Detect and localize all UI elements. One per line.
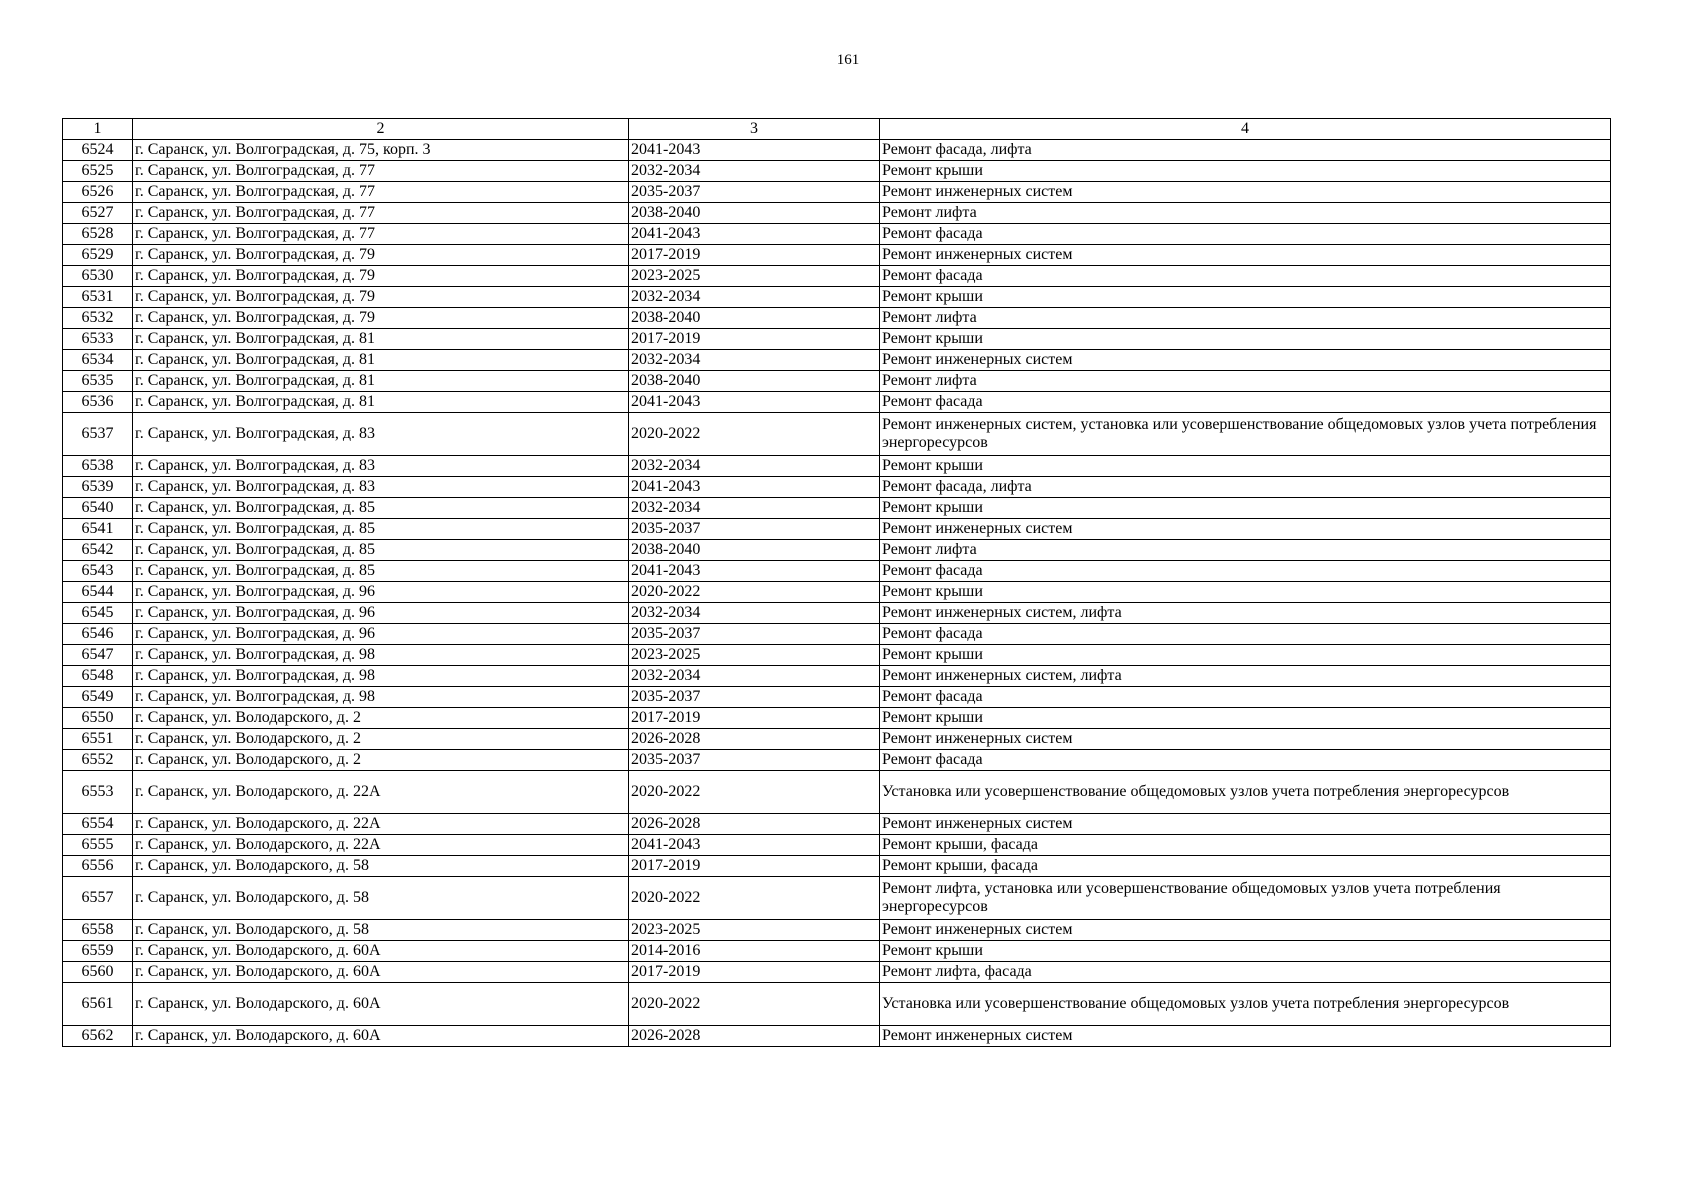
row-number-cell: 6556 [63,856,133,877]
table-row [63,729,1611,750]
repair-schedule-table [62,118,1611,1047]
row-number-cell: 6557 [63,877,133,920]
work-type-cell: Ремонт крыши [880,287,1611,308]
address-cell: г. Саранск, ул. Волгоградская, д. 98 [133,666,629,687]
row-number-cell: 6527 [63,203,133,224]
table-row [63,519,1611,540]
table-row [63,708,1611,729]
table-row [63,1026,1611,1047]
page-number: 161 [836,52,860,68]
table-row [63,203,1611,224]
address-cell: г. Саранск, ул. Володарского, д. 60А [133,983,629,1026]
table-row [63,687,1611,708]
work-type-cell: Установка или усовершенствование общедомовых узлов учета потребления энергоресурсов [880,983,1611,1026]
work-type-cell: Ремонт крыши [880,498,1611,519]
period-cell: 2035-2037 [629,519,880,540]
table-row [63,540,1611,561]
address-cell: г. Саранск, ул. Волгоградская, д. 96 [133,624,629,645]
table-row [63,287,1611,308]
table-row [63,477,1611,498]
address-cell: г. Саранск, ул. Волгоградская, д. 77 [133,182,629,203]
address-cell: г. Саранск, ул. Волгоградская, д. 77 [133,203,629,224]
work-type-cell: Ремонт инженерных систем [880,814,1611,835]
table-row [63,561,1611,582]
table-row [63,835,1611,856]
work-type-cell: Ремонт инженерных систем [880,920,1611,941]
address-cell: г. Саранск, ул. Волгоградская, д. 77 [133,161,629,182]
work-type-cell: Ремонт фасада [880,750,1611,771]
work-type-cell: Ремонт инженерных систем [880,519,1611,540]
address-cell: г. Саранск, ул. Волгоградская, д. 85 [133,540,629,561]
period-cell: 2035-2037 [629,624,880,645]
table-row [63,814,1611,835]
header-cell-4: 4 [880,119,1611,140]
row-number-cell: 6559 [63,941,133,962]
table-row [63,350,1611,371]
work-type-cell: Ремонт лифта [880,371,1611,392]
table-row [63,624,1611,645]
header-cell-2: 2 [133,119,629,140]
row-number-cell: 6562 [63,1026,133,1047]
address-cell: г. Саранск, ул. Волгоградская, д. 83 [133,477,629,498]
table-row [63,329,1611,350]
row-number-cell: 6553 [63,771,133,814]
table-row [63,308,1611,329]
period-cell: 2041-2043 [629,224,880,245]
row-number-cell: 6530 [63,266,133,287]
table-row [63,645,1611,666]
table-row [63,245,1611,266]
period-cell: 2017-2019 [629,329,880,350]
address-cell: г. Саранск, ул. Володарского, д. 22А [133,771,629,814]
row-number-cell: 6541 [63,519,133,540]
address-cell: г. Саранск, ул. Волгоградская, д. 81 [133,329,629,350]
address-cell: г. Саранск, ул. Волгоградская, д. 98 [133,645,629,666]
address-cell: г. Саранск, ул. Волгоградская, д. 79 [133,287,629,308]
address-cell: г. Саранск, ул. Волгоградская, д. 79 [133,245,629,266]
period-cell: 2014-2016 [629,941,880,962]
period-cell: 2023-2025 [629,645,880,666]
row-number-cell: 6524 [63,140,133,161]
period-cell: 2041-2043 [629,392,880,413]
table-row [63,182,1611,203]
row-number-cell: 6546 [63,624,133,645]
work-type-cell: Ремонт крыши [880,456,1611,477]
period-cell: 2020-2022 [629,771,880,814]
row-number-cell: 6544 [63,582,133,603]
work-type-cell: Ремонт лифта [880,540,1611,561]
period-cell: 2038-2040 [629,540,880,561]
table-row [63,582,1611,603]
period-cell: 2041-2043 [629,561,880,582]
work-type-cell: Ремонт инженерных систем, установка или усовершенствование общедомовых узлов учета потребления энергоресурсов [880,413,1611,456]
row-number-cell: 6534 [63,350,133,371]
period-cell: 2038-2040 [629,371,880,392]
period-cell: 2038-2040 [629,308,880,329]
table-row [63,962,1611,983]
work-type-cell: Ремонт инженерных систем [880,350,1611,371]
address-cell: г. Саранск, ул. Волгоградская, д. 79 [133,266,629,287]
address-cell: г. Саранск, ул. Волгоградская, д. 81 [133,392,629,413]
period-cell: 2032-2034 [629,666,880,687]
work-type-cell: Ремонт инженерных систем, лифта [880,666,1611,687]
table-row [63,750,1611,771]
period-cell: 2032-2034 [629,498,880,519]
work-type-cell: Ремонт лифта, фасада [880,962,1611,983]
row-number-cell: 6532 [63,308,133,329]
address-cell: г. Саранск, ул. Володарского, д. 2 [133,750,629,771]
work-type-cell: Ремонт фасада [880,224,1611,245]
table-row [63,877,1611,920]
row-number-cell: 6537 [63,413,133,456]
work-type-cell: Ремонт лифта, установка или усовершенствование общедомовых узлов учета потребления энергоресурсов [880,877,1611,920]
period-cell: 2032-2034 [629,603,880,624]
address-cell: г. Саранск, ул. Володарского, д. 60А [133,941,629,962]
row-number-cell: 6558 [63,920,133,941]
period-cell: 2032-2034 [629,350,880,371]
work-type-cell: Ремонт фасада [880,266,1611,287]
period-cell: 2020-2022 [629,582,880,603]
period-cell: 2041-2043 [629,477,880,498]
row-number-cell: 6550 [63,708,133,729]
work-type-cell: Ремонт лифта [880,308,1611,329]
work-type-cell: Ремонт инженерных систем, лифта [880,603,1611,624]
header-cell-3: 3 [629,119,880,140]
work-type-cell: Ремонт крыши [880,645,1611,666]
address-cell: г. Саранск, ул. Волгоградская, д. 83 [133,456,629,477]
row-number-cell: 6542 [63,540,133,561]
row-number-cell: 6543 [63,561,133,582]
row-number-cell: 6552 [63,750,133,771]
row-number-cell: 6548 [63,666,133,687]
row-number-cell: 6545 [63,603,133,624]
period-cell: 2026-2028 [629,1026,880,1047]
work-type-cell: Ремонт фасада [880,392,1611,413]
table-row [63,266,1611,287]
work-type-cell: Ремонт крыши [880,582,1611,603]
table-row [63,498,1611,519]
table-row [63,392,1611,413]
row-number-cell: 6549 [63,687,133,708]
period-cell: 2032-2034 [629,456,880,477]
table-row [63,224,1611,245]
work-type-cell: Ремонт инженерных систем [880,182,1611,203]
work-type-cell: Ремонт крыши, фасада [880,835,1611,856]
address-cell: г. Саранск, ул. Володарского, д. 60А [133,1026,629,1047]
address-cell: г. Саранск, ул. Волгоградская, д. 75, корп. 3 [133,140,629,161]
period-cell: 2026-2028 [629,729,880,750]
table-row [63,983,1611,1026]
period-cell: 2023-2025 [629,266,880,287]
work-type-cell: Ремонт инженерных систем [880,1026,1611,1047]
table-row [63,941,1611,962]
period-cell: 2035-2037 [629,687,880,708]
period-cell: 2041-2043 [629,835,880,856]
work-type-cell: Ремонт фасада [880,687,1611,708]
address-cell: г. Саранск, ул. Володарского, д. 58 [133,877,629,920]
address-cell: г. Саранск, ул. Волгоградская, д. 98 [133,687,629,708]
work-type-cell: Ремонт крыши [880,941,1611,962]
table-row [63,371,1611,392]
work-type-cell: Ремонт инженерных систем [880,245,1611,266]
table-row [63,603,1611,624]
period-cell: 2023-2025 [629,920,880,941]
row-number-cell: 6538 [63,456,133,477]
row-number-cell: 6555 [63,835,133,856]
address-cell: г. Саранск, ул. Володарского, д. 2 [133,708,629,729]
work-type-cell: Ремонт крыши [880,161,1611,182]
work-type-cell: Ремонт крыши [880,708,1611,729]
table-row [63,856,1611,877]
row-number-cell: 6531 [63,287,133,308]
header-cell-1: 1 [63,119,133,140]
row-number-cell: 6525 [63,161,133,182]
work-type-cell: Ремонт крыши, фасада [880,856,1611,877]
address-cell: г. Саранск, ул. Волгоградская, д. 85 [133,561,629,582]
address-cell: г. Саранск, ул. Волгоградская, д. 96 [133,603,629,624]
work-type-cell: Ремонт лифта [880,203,1611,224]
table-row [63,413,1611,456]
row-number-cell: 6560 [63,962,133,983]
row-number-cell: 6540 [63,498,133,519]
address-cell: г. Саранск, ул. Волгоградская, д. 85 [133,498,629,519]
address-cell: г. Саранск, ул. Володарского, д. 2 [133,729,629,750]
period-cell: 2020-2022 [629,983,880,1026]
row-number-cell: 6547 [63,645,133,666]
period-cell: 2035-2037 [629,182,880,203]
table-row [63,456,1611,477]
row-number-cell: 6536 [63,392,133,413]
period-cell: 2038-2040 [629,203,880,224]
work-type-cell: Ремонт фасада [880,561,1611,582]
period-cell: 2017-2019 [629,962,880,983]
row-number-cell: 6554 [63,814,133,835]
period-cell: 2017-2019 [629,856,880,877]
period-cell: 2026-2028 [629,814,880,835]
address-cell: г. Саранск, ул. Волгоградская, д. 96 [133,582,629,603]
row-number-cell: 6561 [63,983,133,1026]
period-cell: 2017-2019 [629,245,880,266]
table-row [63,920,1611,941]
address-cell: г. Саранск, ул. Волгоградская, д. 79 [133,308,629,329]
table-row [63,666,1611,687]
period-cell: 2041-2043 [629,140,880,161]
row-number-cell: 6529 [63,245,133,266]
address-cell: г. Саранск, ул. Волгоградская, д. 81 [133,350,629,371]
address-cell: г. Саранск, ул. Володарского, д. 58 [133,920,629,941]
table-row [63,771,1611,814]
address-cell: г. Саранск, ул. Волгоградская, д. 83 [133,413,629,456]
work-type-cell: Установка или усовершенствование общедомовых узлов учета потребления энергоресурсов [880,771,1611,814]
period-cell: 2032-2034 [629,287,880,308]
address-cell: г. Саранск, ул. Волгоградская, д. 81 [133,371,629,392]
work-type-cell: Ремонт фасада, лифта [880,477,1611,498]
row-number-cell: 6551 [63,729,133,750]
period-cell: 2032-2034 [629,161,880,182]
row-number-cell: 6526 [63,182,133,203]
row-number-cell: 6528 [63,224,133,245]
period-cell: 2035-2037 [629,750,880,771]
period-cell: 2020-2022 [629,413,880,456]
address-cell: г. Саранск, ул. Волгоградская, д. 85 [133,519,629,540]
address-cell: г. Саранск, ул. Володарского, д. 58 [133,856,629,877]
address-cell: г. Саранск, ул. Волгоградская, д. 77 [133,224,629,245]
row-number-cell: 6533 [63,329,133,350]
address-cell: г. Саранск, ул. Володарского, д. 22А [133,814,629,835]
row-number-cell: 6535 [63,371,133,392]
table-row [63,161,1611,182]
period-cell: 2017-2019 [629,708,880,729]
table-body [63,140,1611,1047]
work-type-cell: Ремонт инженерных систем [880,729,1611,750]
work-type-cell: Ремонт крыши [880,329,1611,350]
work-type-cell: Ремонт фасада [880,624,1611,645]
address-cell: г. Саранск, ул. Володарского, д. 22А [133,835,629,856]
header-row [63,119,1611,140]
row-number-cell: 6539 [63,477,133,498]
table-row [63,140,1611,161]
period-cell: 2020-2022 [629,877,880,920]
work-type-cell: Ремонт фасада, лифта [880,140,1611,161]
address-cell: г. Саранск, ул. Володарского, д. 60А [133,962,629,983]
